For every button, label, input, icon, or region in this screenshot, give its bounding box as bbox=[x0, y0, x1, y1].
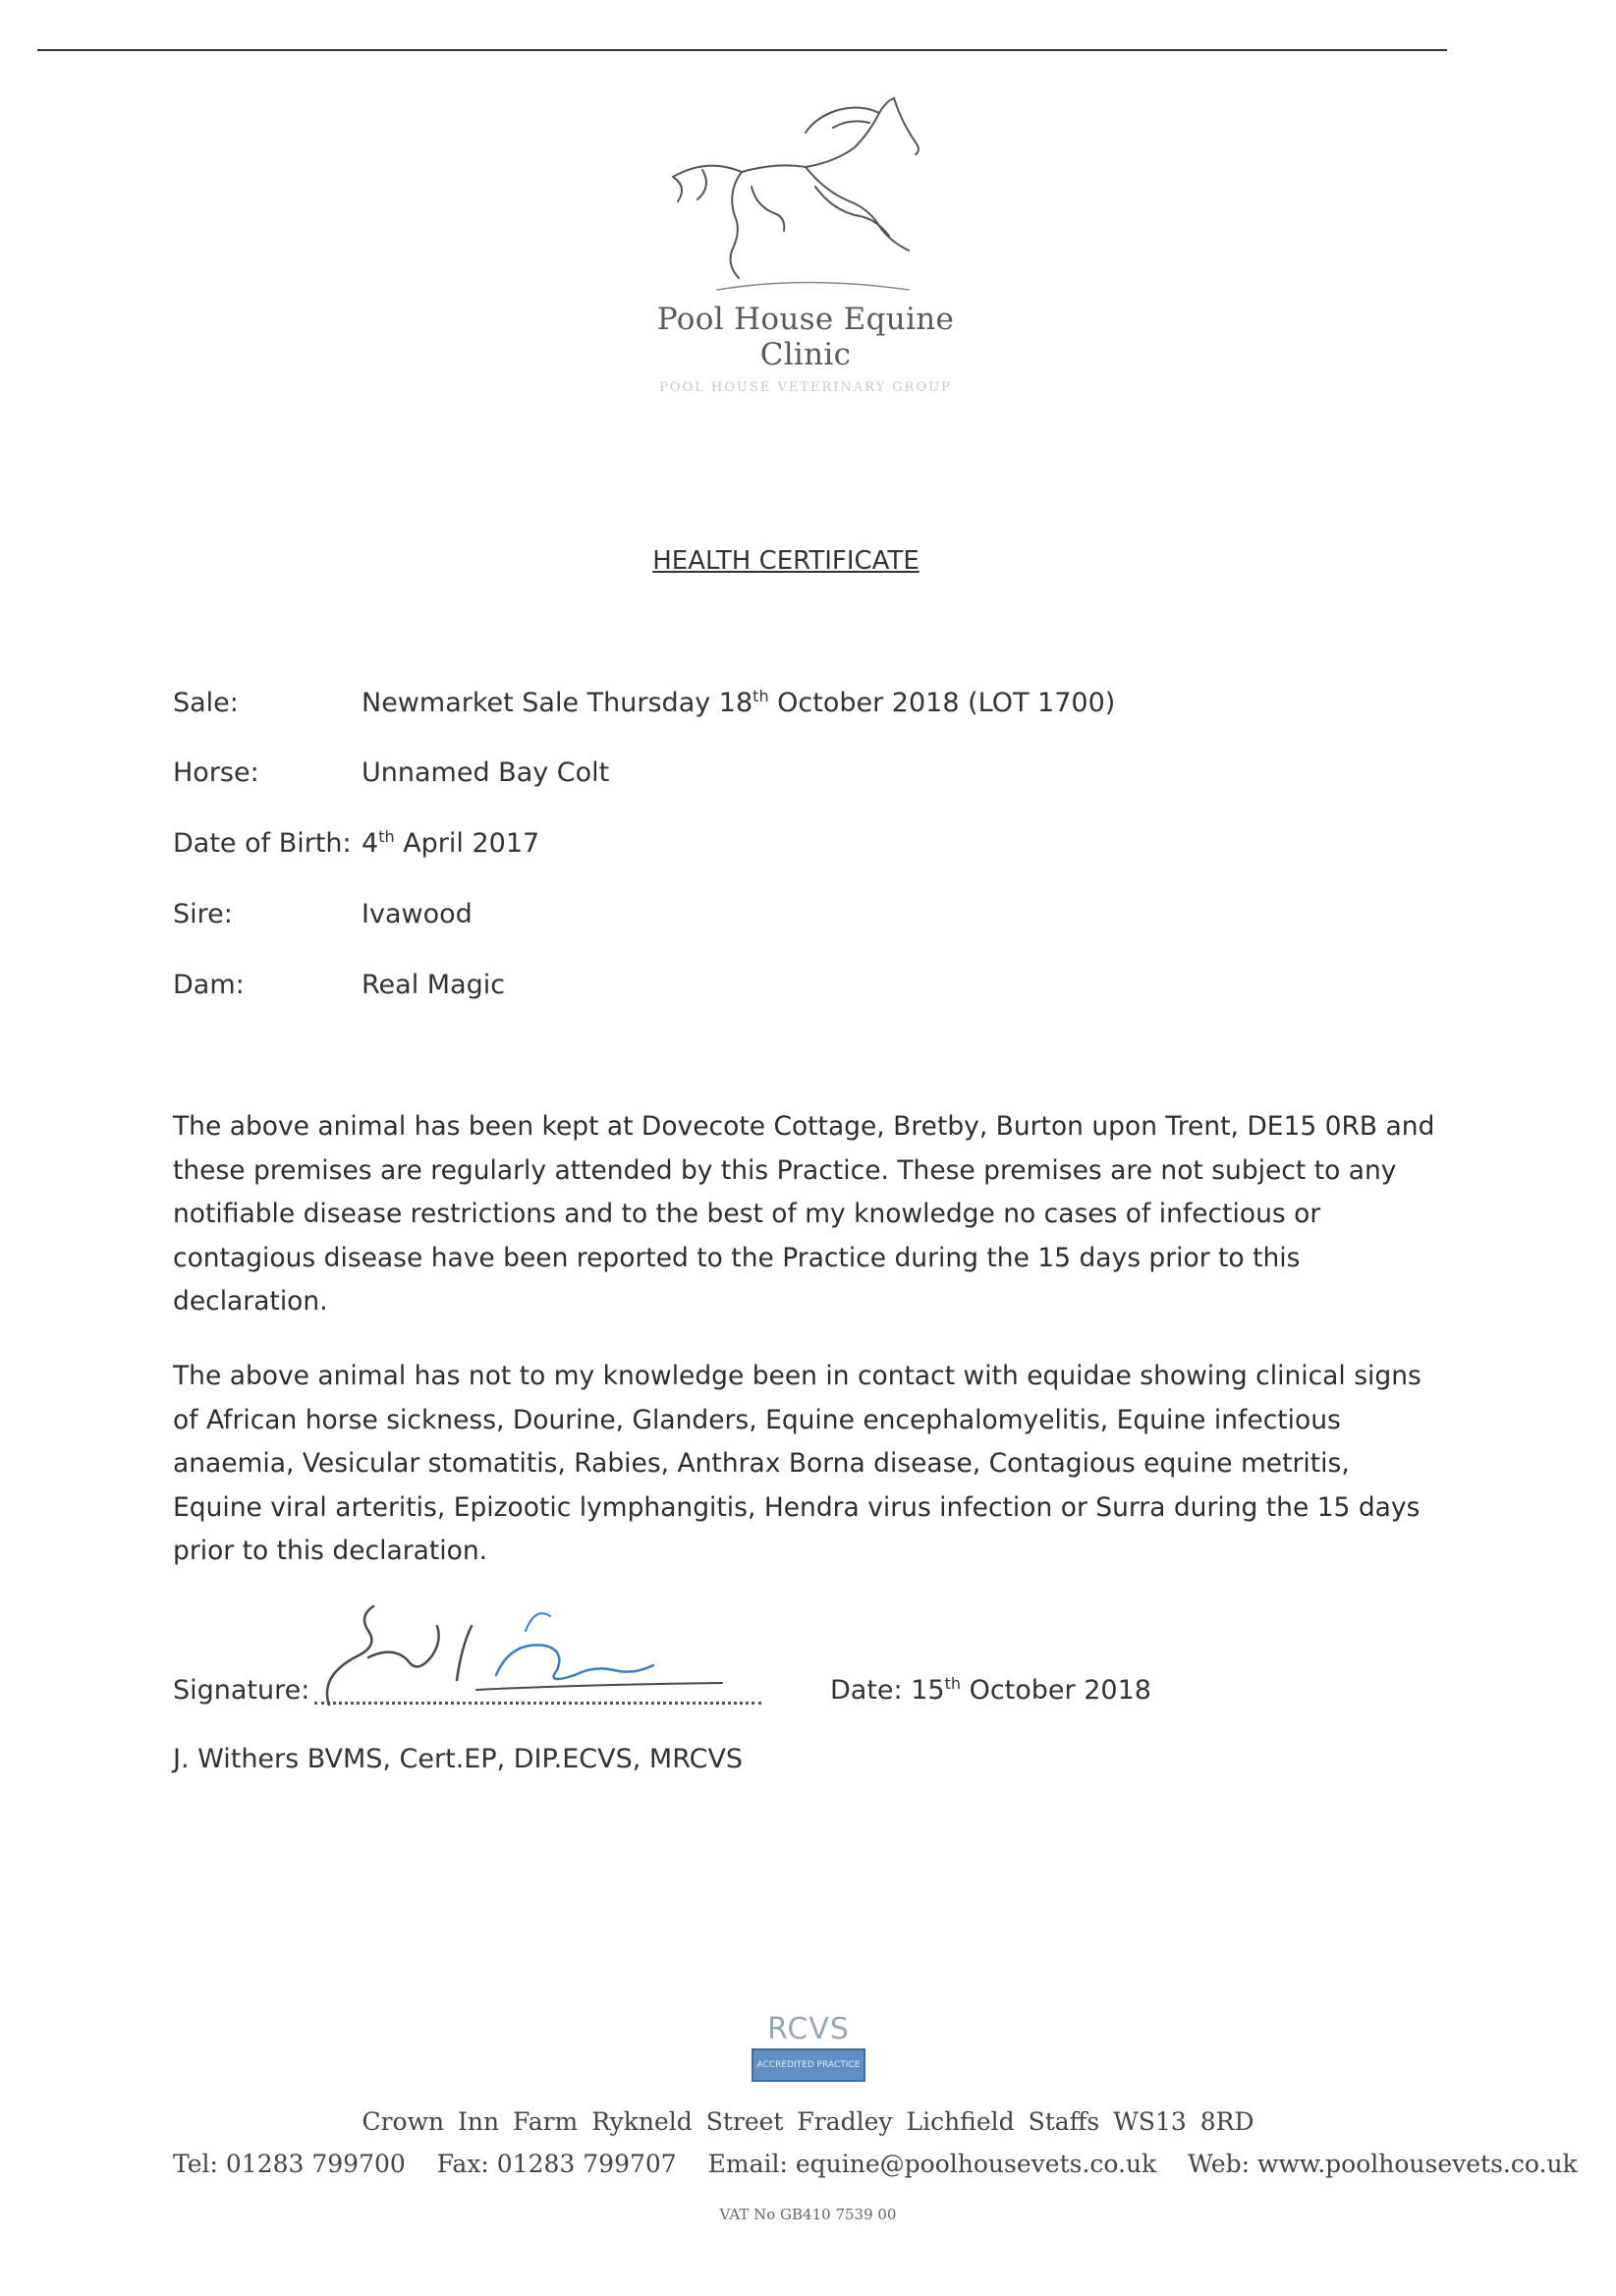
footer-email[interactable]: Email: equine@poolhousevets.co.uk bbox=[707, 2150, 1157, 2178]
dam-label: Dam: bbox=[173, 970, 245, 1000]
top-rule bbox=[37, 49, 1447, 51]
footer-tel: Tel: 01283 799700 bbox=[173, 2150, 406, 2178]
footer-web[interactable]: Web: www.poolhousevets.co.uk bbox=[1188, 2150, 1578, 2178]
clinic-logo bbox=[619, 93, 992, 395]
clinic-name: Pool House Equine Clinic bbox=[656, 302, 955, 372]
horse-label: Horse: bbox=[173, 757, 259, 788]
premises-paragraph: The above animal has been kept at Dovecote Cottage, Bretby, Burton upon Trent, DE15 0RB and these premises are regularly attended by this Practice. These premises are not subject to any notifiable disease restrictions and to the best of my knowledge no cases of infectious or contagious disease have been reported to the Practice during the 15 days prior to this declaration. bbox=[173, 1111, 1435, 1316]
sale-value: Newmarket Sale Thursday 18th October 2018 (LOT 1700) bbox=[362, 687, 1116, 718]
disease-paragraph: The above animal has not to my knowledge been in contact with equidae showing clinical signs of African horse sickness, Dourine, Glanders, Equine encephalomyelitis, Equine infectious anaemia, Vesicular stomatitis, Rabies, Anthrax Borna disease, Contagious equine metritis, Equine viral arteritis, Epizootic lymphangitis, Hendra virus infection or Surra during the 15 days prior to this declaration. bbox=[173, 1361, 1421, 1566]
horse-logo-icon bbox=[658, 93, 953, 300]
footer-fax: Fax: 01283 799707 bbox=[436, 2150, 677, 2178]
signature-date: Date: 15th October 2018 bbox=[830, 1674, 1151, 1706]
footer-address: Crown Inn Farm Rykneld Street Fradley Lichfield Staffs WS13 8RD bbox=[362, 2107, 1254, 2136]
footer-contact bbox=[173, 2150, 1601, 2178]
vat-number: VAT No GB410 7539 00 bbox=[719, 2206, 897, 2223]
sale-label: Sale: bbox=[173, 688, 239, 718]
sire-value: Ivawood bbox=[362, 899, 473, 929]
signature-label: Signature: bbox=[173, 1675, 310, 1706]
clinic-subtitle: POOL HOUSE VETERINARY GROUP bbox=[659, 380, 952, 395]
rcvs-accredited-bar: ACCREDITED PRACTICE bbox=[752, 2048, 865, 2082]
dob-value: 4th April 2017 bbox=[362, 827, 540, 859]
rcvs-text: RCVS bbox=[767, 2012, 850, 2046]
horse-value: Unnamed Bay Colt bbox=[362, 757, 610, 788]
document-title: HEALTH CERTIFICATE bbox=[652, 546, 919, 576]
dob-label: Date of Birth: bbox=[173, 828, 352, 859]
rcvs-logo bbox=[752, 2012, 865, 2082]
sire-label: Sire: bbox=[173, 899, 233, 929]
signature-graphic bbox=[300, 1587, 732, 1724]
signatory-name: J. Withers BVMS, Cert.EP, DIP.ECVS, MRCVS bbox=[173, 1744, 744, 1774]
dam-value: Real Magic bbox=[362, 970, 506, 1000]
